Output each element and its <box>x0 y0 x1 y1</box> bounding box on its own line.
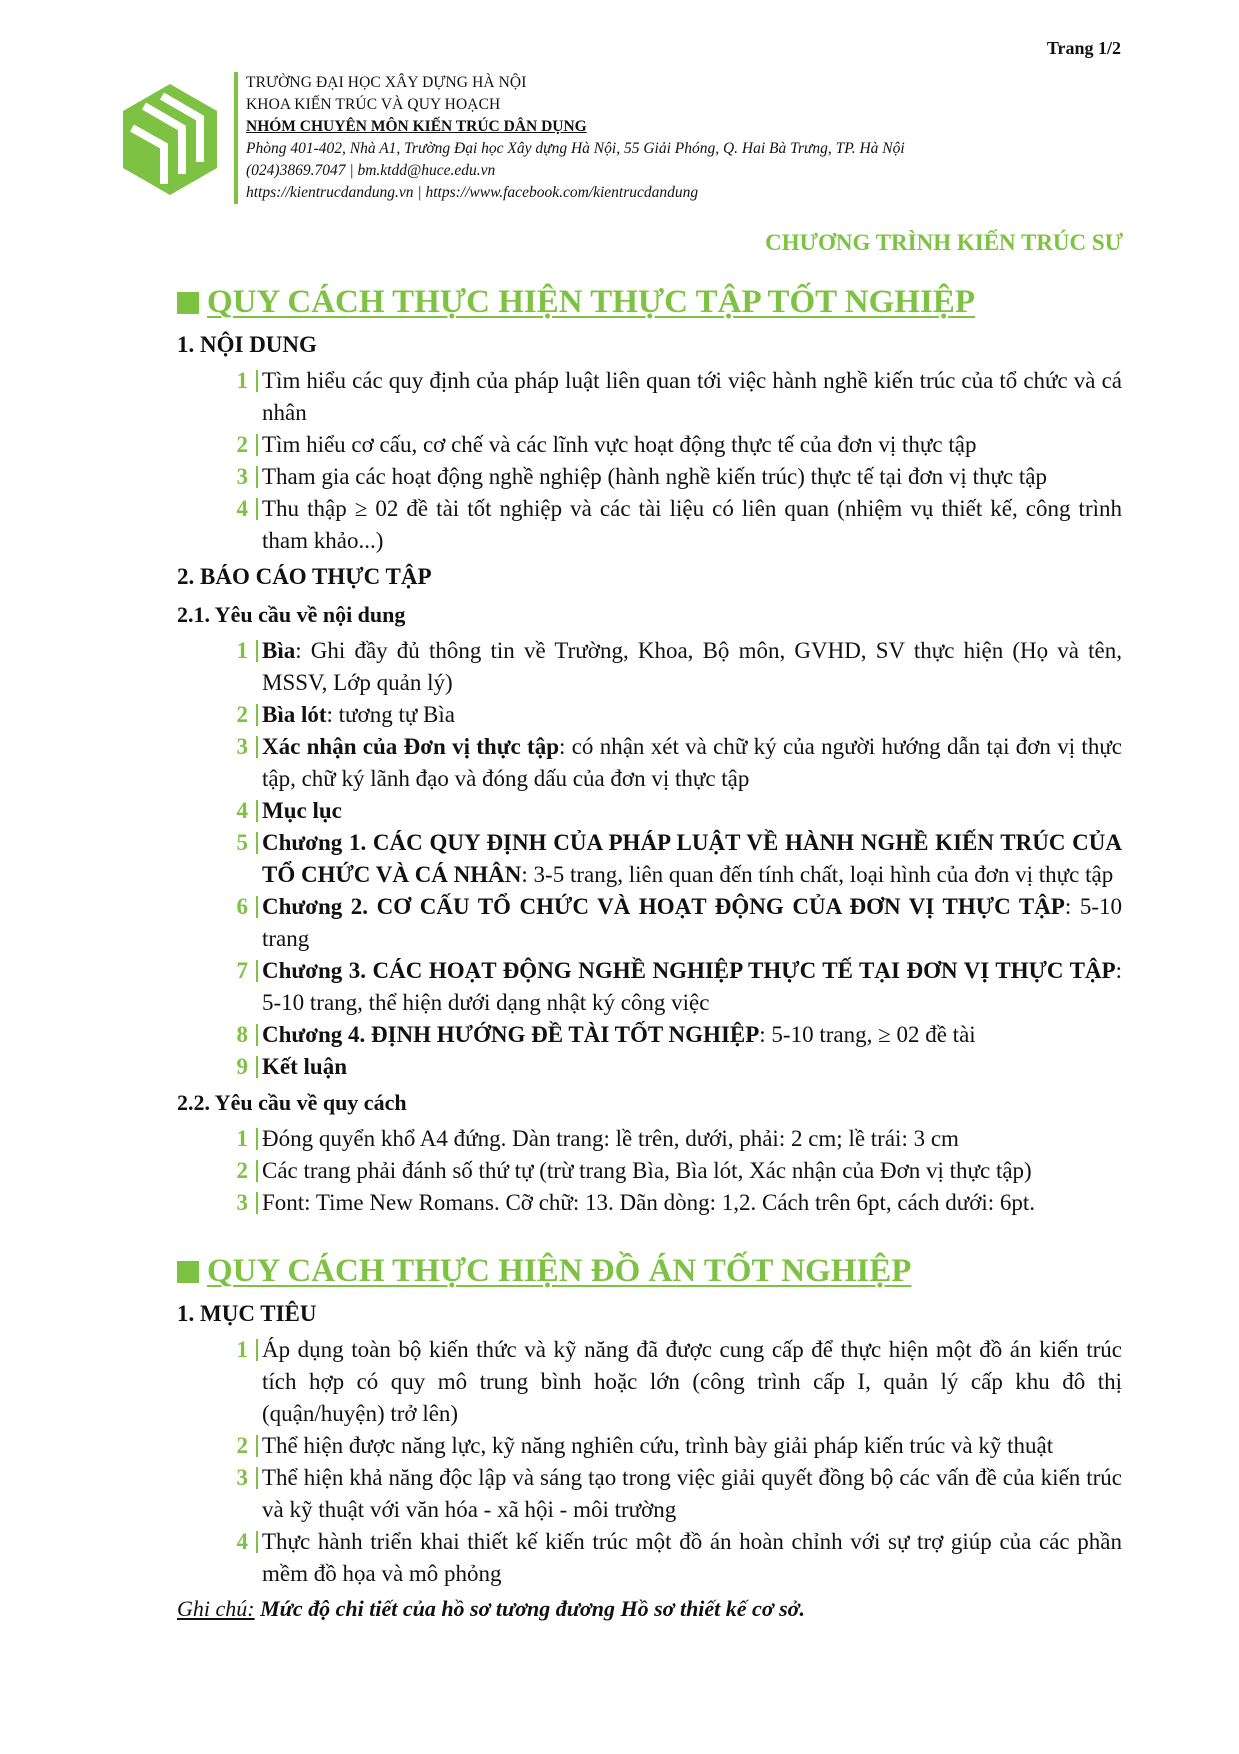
item-number: 3 <box>212 461 262 493</box>
heading-yeu-cau-noi-dung: 2.1. Yêu cầu về nội dung <box>177 602 406 627</box>
list-item <box>212 891 1122 955</box>
list-item <box>212 1019 1122 1051</box>
huce-cube-logo-icon <box>120 82 220 197</box>
list-muc-tieu <box>177 1334 1122 1590</box>
item-bold-label: Kết luận <box>262 1054 347 1079</box>
item-body: Font: Time New Romans. Cỡ chữ: 13. Dãn dòng: 1,2. Cách trên 6pt, cách dưới: 6pt. <box>262 1190 1036 1215</box>
item-number: 1 <box>212 1123 262 1155</box>
list-item <box>212 365 1122 429</box>
item-body: : 5-10 trang, ≥ 02 đề tài <box>759 1022 976 1047</box>
item-body: Tìm hiểu các quy định của pháp luật liên quan tới việc hành nghề kiến trúc của tổ chức và cá nhân <box>262 368 1122 425</box>
item-text <box>262 1123 1122 1155</box>
item-text <box>262 699 1122 731</box>
heading-noi-dung: 1. NỘI DUNG <box>177 332 317 357</box>
list-item <box>212 827 1122 891</box>
item-text <box>262 635 1122 699</box>
item-text <box>262 955 1122 1019</box>
list-item <box>212 429 1122 461</box>
list-item <box>212 1526 1122 1590</box>
list-item <box>212 493 1122 557</box>
item-number: 1 <box>212 365 262 429</box>
item-bold-label: Bìa <box>262 638 296 663</box>
group-name: NHÓM CHUYÊN MÔN KIẾN TRÚC DÂN DỤNG <box>246 118 587 135</box>
letterhead-text <box>234 72 905 204</box>
item-text <box>262 795 1122 827</box>
faculty-name: KHOA KIẾN TRÚC VÀ QUY HOẠCH <box>246 96 501 113</box>
item-text <box>262 461 1122 493</box>
item-text <box>262 827 1122 891</box>
item-number: 2 <box>212 1430 262 1462</box>
item-body: Thể hiện được năng lực, kỹ năng nghiên cứu, trình bày giải pháp kiến trúc và kỹ thuật <box>262 1433 1054 1458</box>
university-name: TRƯỜNG ĐẠI HỌC XÂY DỰNG HÀ NỘI <box>246 74 527 91</box>
item-number: 2 <box>212 1155 262 1187</box>
section-title-thesis: QUY CÁCH THỰC HIỆN ĐỒ ÁN TỐT NGHIỆP <box>177 1253 1122 1290</box>
item-text <box>262 429 1122 461</box>
list-item <box>212 1187 1122 1219</box>
item-number: 4 <box>212 1526 262 1590</box>
item-body: Đóng quyển khổ A4 đứng. Dàn trang: lề trên, dưới, phải: 2 cm; lề trái: 3 cm <box>262 1126 959 1151</box>
item-body: Thực hành triển khai thiết kế kiến trúc một đồ án hoàn chỉnh với sự trợ giúp của các phần mềm đồ họa và mô phỏng <box>262 1529 1122 1586</box>
item-text <box>262 1051 1122 1083</box>
note-label: Ghi chú: <box>177 1596 255 1621</box>
item-number: 2 <box>212 429 262 461</box>
note-text: Mức độ chi tiết của hồ sơ tương đương Hồ sơ thiết kế cơ sở. <box>254 1596 805 1621</box>
item-bold-label: Xác nhận của Đơn vị thực tập <box>262 734 559 759</box>
list-item <box>212 1462 1122 1526</box>
heading-muc-tieu: 1. MỤC TIÊU <box>177 1301 317 1326</box>
item-text <box>262 1334 1122 1430</box>
square-bullet-icon <box>177 1261 199 1283</box>
address: Phòng 401-402, Nhà A1, Trường Đại học Xây dựng Hà Nội, 55 Giải Phóng, Q. Hai Bà Trưng, TP. Hà Nội <box>246 140 905 157</box>
letterhead <box>120 72 1020 212</box>
item-number: 7 <box>212 955 262 1019</box>
item-number: 4 <box>212 795 262 827</box>
item-number: 2 <box>212 699 262 731</box>
item-text <box>262 891 1122 955</box>
item-body: Tìm hiểu cơ cấu, cơ chế và các lĩnh vực hoạt động thực tế của đơn vị thực tập <box>262 432 977 457</box>
list-item <box>212 1334 1122 1430</box>
list-item <box>212 1123 1122 1155</box>
item-bold-label: Chương 1. CÁC QUY ĐỊNH CỦA PHÁP LUẬT VỀ HÀNH NGHỀ KIẾN TRÚC CỦA TỔ CHỨC VÀ CÁ NHÂN <box>262 830 1122 887</box>
section-title-internship: QUY CÁCH THỰC HIỆN THỰC TẬP TỐT NGHIỆP <box>177 284 1122 321</box>
item-number: 3 <box>212 731 262 795</box>
item-body: Thể hiện khả năng độc lập và sáng tạo trong việc giải quyết đồng bộ các vấn đề của kiến trúc và kỹ thuật với văn hóa - xã hội - môi trường <box>262 1465 1122 1522</box>
item-body: : 5-10 trang, thể hiện dưới dạng nhật ký công việc <box>262 958 1122 1015</box>
list-item <box>212 955 1122 1019</box>
document-body <box>177 284 1122 1622</box>
list-item <box>212 1051 1122 1083</box>
item-text <box>262 1019 1122 1051</box>
list-yeu-cau-noi-dung <box>177 635 1122 1083</box>
item-body: Các trang phải đánh số thứ tự (trừ trang Bìa, Bìa lót, Xác nhận của Đơn vị thực tập) <box>262 1158 1032 1183</box>
item-body: Áp dụng toàn bộ kiến thức và kỹ năng đã được cung cấp để thực hiện một đồ án kiến trúc tích hợp có quy mô trung bình hoặc lớn (công trình cấp I, quản lý cấp khu đô thị (quận/huyện) trở lên) <box>262 1337 1122 1426</box>
square-bullet-icon <box>177 292 199 314</box>
item-body: : có nhận xét và chữ ký của người hướng dẫn tại đơn vị thực tập, chữ ký lãnh đạo và đóng dấu của đơn vị thực tập <box>262 734 1122 791</box>
item-text <box>262 1430 1122 1462</box>
list-item <box>212 731 1122 795</box>
program-title: CHƯƠNG TRÌNH KIẾN TRÚC SƯ <box>765 230 1123 255</box>
item-body: : 5-10 trang <box>262 894 1122 951</box>
item-number: 9 <box>212 1051 262 1083</box>
item-number: 4 <box>212 493 262 557</box>
list-noi-dung <box>177 365 1122 557</box>
item-bold-label: Mục lục <box>262 798 342 823</box>
heading-bao-cao: 2. BÁO CÁO THỰC TẬP <box>177 564 432 589</box>
item-bold-label: Chương 3. CÁC HOẠT ĐỘNG NGHỀ NGHIỆP THỰC TẾ TẠI ĐƠN VỊ THỰC TẬP <box>262 958 1116 983</box>
list-item <box>212 795 1122 827</box>
item-text <box>262 1526 1122 1590</box>
item-text <box>262 493 1122 557</box>
item-text <box>262 365 1122 429</box>
list-item <box>212 635 1122 699</box>
item-number: 1 <box>212 1334 262 1430</box>
item-text <box>262 731 1122 795</box>
page-number: Trang 1/2 <box>1046 38 1121 58</box>
note <box>177 1596 1122 1622</box>
item-body: : tương tự Bìa <box>326 702 455 727</box>
item-number: 3 <box>212 1462 262 1526</box>
item-bold-label: Chương 2. CƠ CẤU TỔ CHỨC VÀ HOẠT ĐỘNG CỦA ĐƠN VỊ THỰC TẬP <box>262 894 1065 919</box>
list-item <box>212 699 1122 731</box>
item-number: 5 <box>212 827 262 891</box>
item-bold-label: Bìa lót <box>262 702 327 727</box>
item-number: 8 <box>212 1019 262 1051</box>
list-item <box>212 1430 1122 1462</box>
item-body: : 3-5 trang, liên quan đến tính chất, loại hình của đơn vị thực tập <box>521 862 1114 887</box>
item-body: : Ghi đầy đủ thông tin về Trường, Khoa, Bộ môn, GVHD, SV thực hiện (Họ và tên, MSSV, Lớp quản lý) <box>262 638 1122 695</box>
item-number: 1 <box>212 635 262 699</box>
item-text <box>262 1187 1122 1219</box>
web-links: https://kientrucdandung.vn | https://www.facebook.com/kientrucdandung <box>246 184 699 201</box>
contact: (024)3869.7047 | bm.ktdd@huce.edu.vn <box>246 162 496 179</box>
item-number: 6 <box>212 891 262 955</box>
list-item <box>212 1155 1122 1187</box>
item-body: Tham gia các hoạt động nghề nghiệp (hành nghề kiến trúc) thực tế tại đơn vị thực tập <box>262 464 1047 489</box>
item-bold-label: Chương 4. ĐỊNH HƯỚNG ĐỀ TÀI TỐT NGHIỆP <box>262 1022 760 1047</box>
list-yeu-cau-quy-cach <box>177 1123 1122 1219</box>
item-number: 3 <box>212 1187 262 1219</box>
list-item <box>212 461 1122 493</box>
item-text <box>262 1462 1122 1526</box>
heading-yeu-cau-quy-cach: 2.2. Yêu cầu về quy cách <box>177 1090 407 1115</box>
item-body: Thu thập ≥ 02 đề tài tốt nghiệp và các tài liệu có liên quan (nhiệm vụ thiết kế, công trình tham khảo...) <box>262 496 1122 553</box>
item-text <box>262 1155 1122 1187</box>
